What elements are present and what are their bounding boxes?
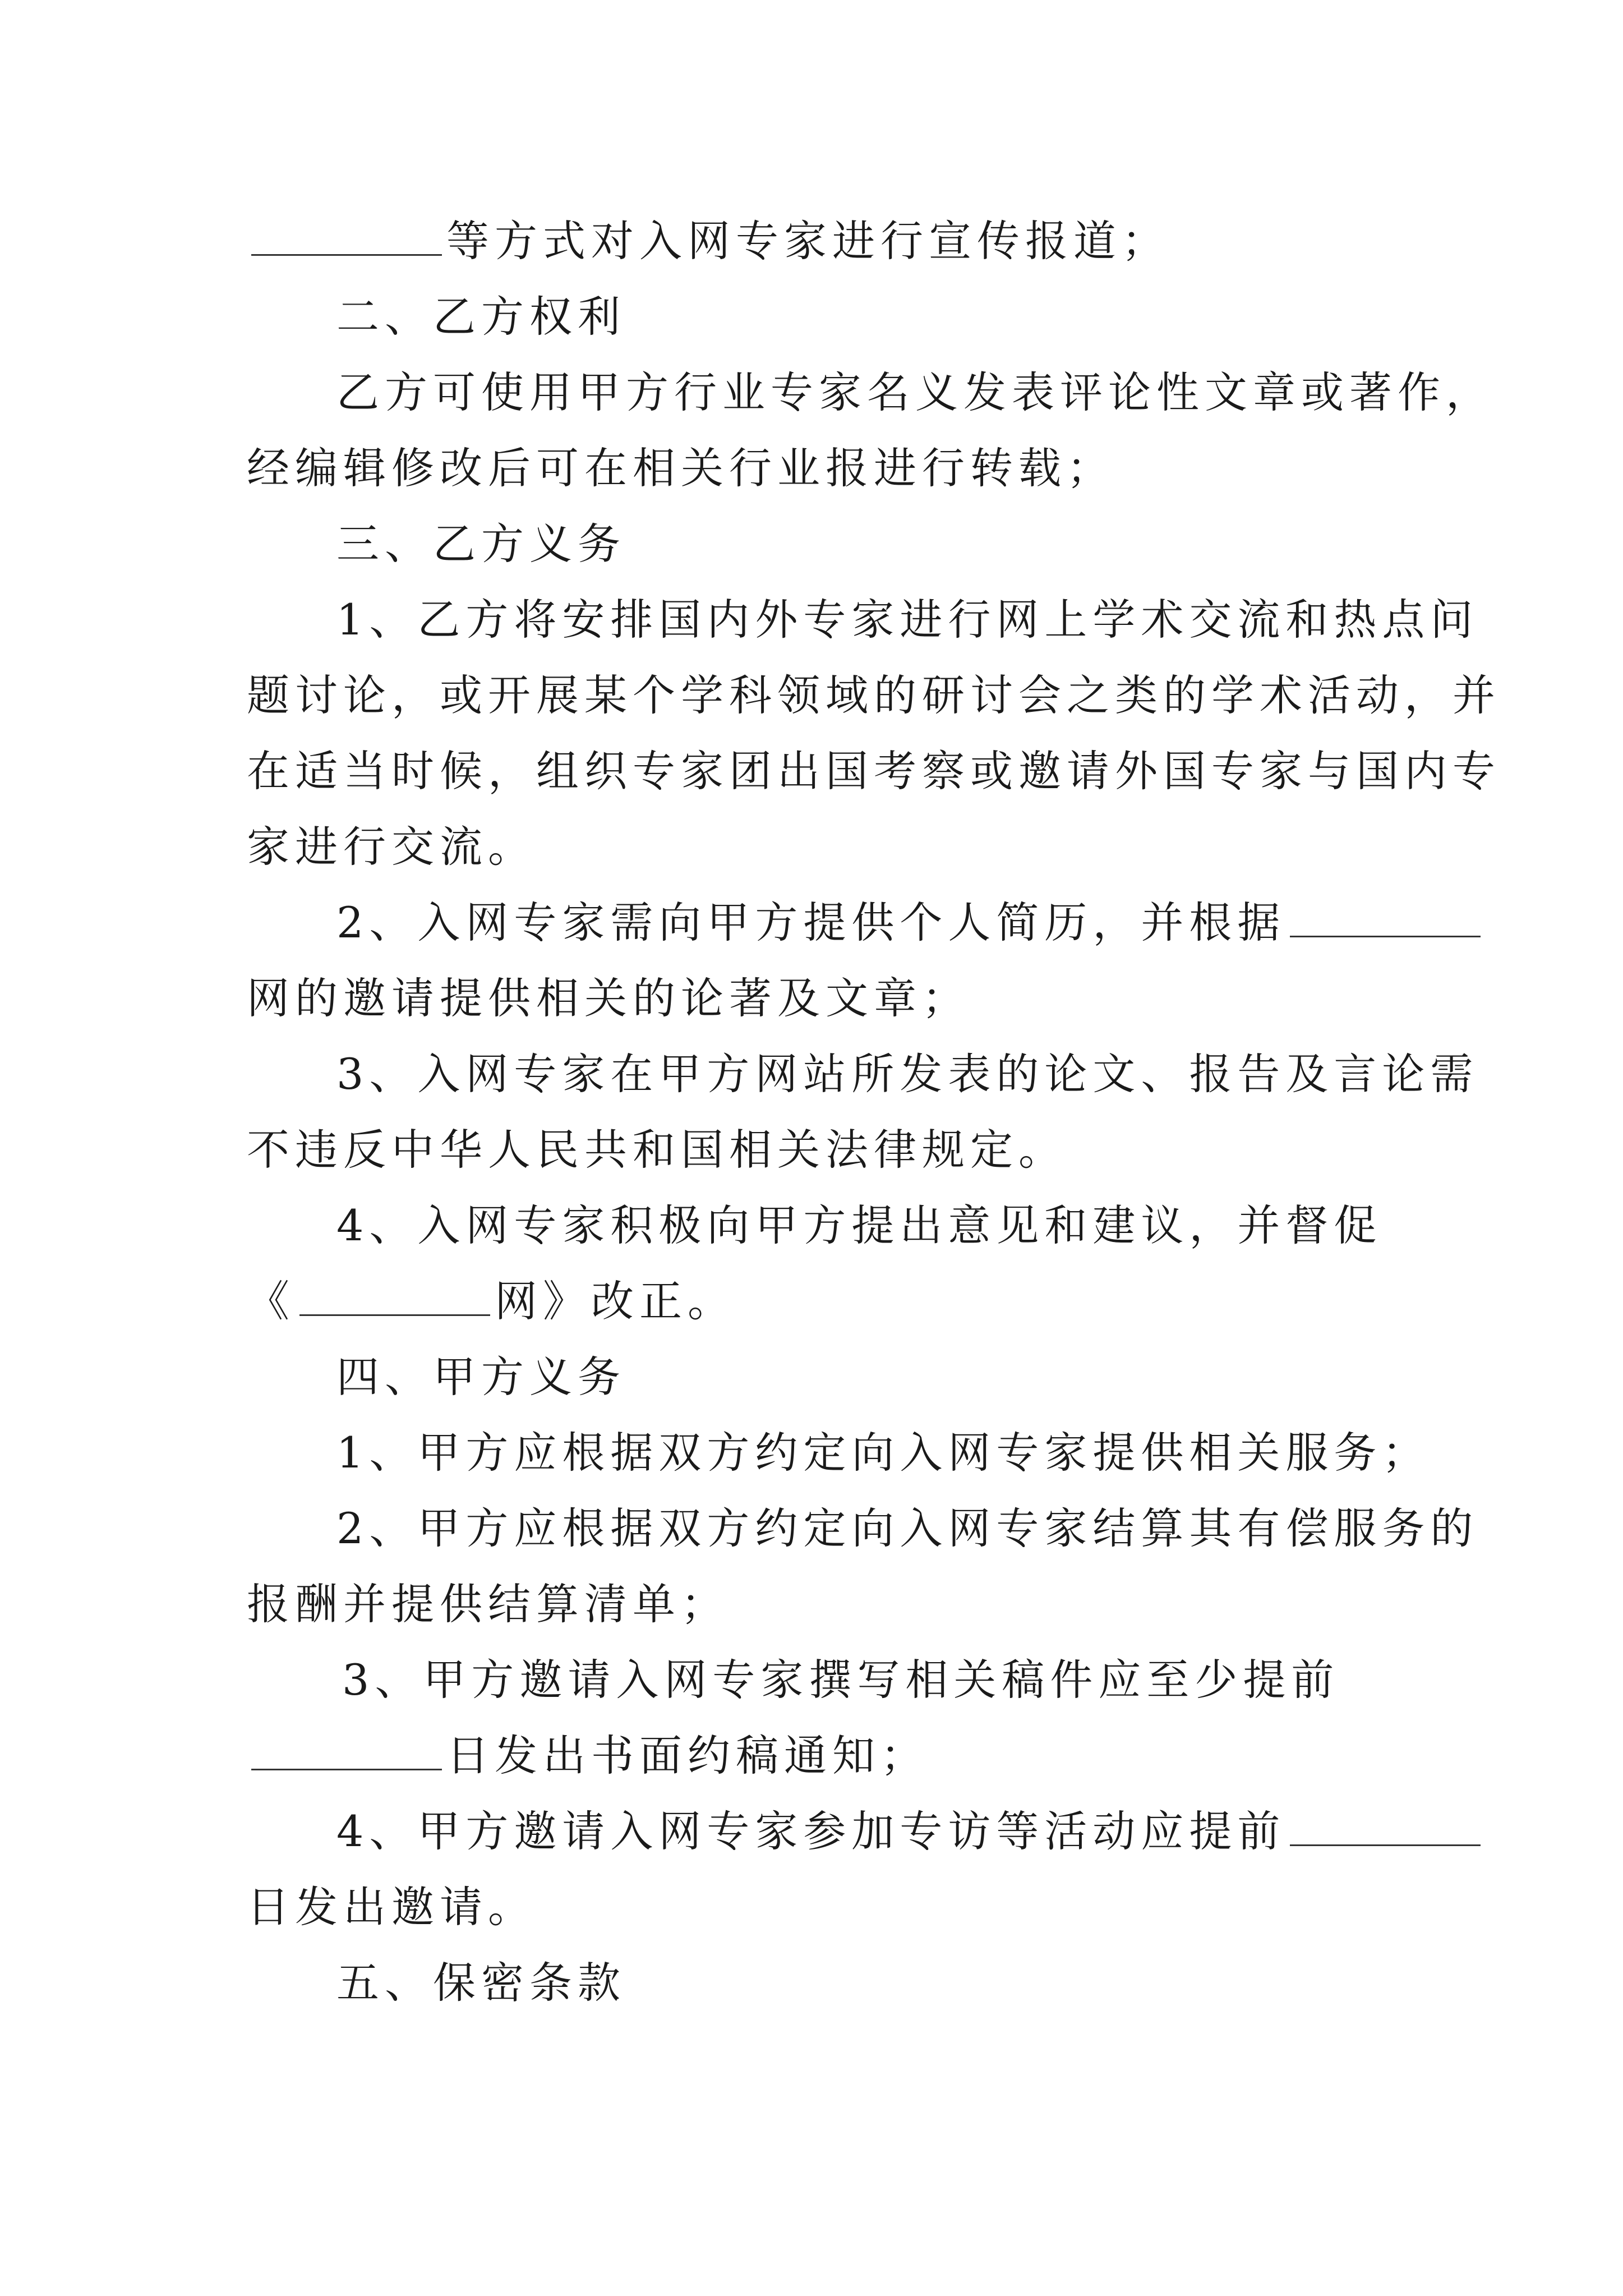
text-line [247, 440, 1115, 496]
fill-blank[interactable] [1290, 1804, 1481, 1846]
section-heading [336, 289, 626, 345]
text-line [247, 970, 970, 1027]
text-span: 1、乙方将安排国内外专家进行网上学术交流和热点问 [336, 595, 1479, 645]
text-span: 4、甲方邀请入网专家参加专访等活动应提前 [336, 1806, 1286, 1856]
text-span: 报酬并提供结算清单； [247, 1579, 729, 1629]
text-line [247, 743, 1501, 799]
text-span: 二、乙方权利 [336, 292, 626, 342]
text-line [336, 1046, 1478, 1102]
text-span: 乙方可使用甲方行业专家名义发表评论性文章或著作， [336, 367, 1494, 417]
text-line [336, 1501, 1478, 1557]
fill-blank[interactable] [299, 1274, 490, 1316]
text-span: 2、甲方应根据双方约定向入网专家结算其有偿服务的 [336, 1503, 1479, 1553]
text-line [247, 668, 1501, 724]
text-line [336, 365, 1494, 421]
text-line [247, 213, 1170, 269]
text-line [336, 895, 1485, 951]
text-span: 4、入网专家积极向甲方提出意见和建议，并督促 [336, 1200, 1382, 1250]
text-span: 《 [247, 1276, 295, 1326]
text-span: 在适当时候，组织专家团出国考察或邀请外国专家与国内专 [247, 746, 1501, 796]
text-span: 四、甲方义务 [336, 1352, 626, 1402]
fill-blank[interactable] [251, 214, 442, 256]
section-heading [336, 1349, 626, 1405]
text-line [336, 1198, 1382, 1254]
text-line [336, 1803, 1485, 1860]
text-span: 3、甲方邀请入网专家撰写相关稿件应至少提前 [342, 1655, 1340, 1705]
text-span: 三、乙方义务 [336, 519, 626, 569]
text-span: 网的邀请提供相关的论著及文章； [247, 973, 970, 1023]
text-line [247, 1122, 1067, 1178]
text-span: 五、保密条款 [336, 1958, 626, 2008]
text-line [247, 1273, 736, 1329]
text-line [247, 1576, 729, 1632]
fill-blank[interactable] [1290, 895, 1481, 937]
text-span: 网》改正。 [495, 1276, 736, 1326]
text-span: 经编辑修改后可在相关行业报进行转载； [247, 443, 1115, 493]
section-heading [336, 516, 626, 572]
text-span: 1、甲方应根据双方约定向入网专家提供相关服务； [336, 1428, 1431, 1478]
text-span: 日发出书面约稿通知； [446, 1731, 929, 1780]
text-line [247, 1728, 929, 1784]
fill-blank[interactable] [251, 1728, 442, 1770]
text-line [247, 1879, 536, 1935]
text-line [342, 1652, 1339, 1708]
text-span: 日发出邀请。 [247, 1882, 536, 1932]
text-span: 2、入网专家需向甲方提供个人简历，并根据 [336, 898, 1286, 947]
text-span: 3、入网专家在甲方网站所发表的论文、报告及言论需 [336, 1049, 1479, 1099]
text-span: 不违反中华人民共和国相关法律规定。 [247, 1125, 1067, 1175]
section-heading [336, 1955, 626, 2011]
text-span: 家进行交流。 [247, 822, 536, 872]
text-line [336, 1425, 1430, 1481]
text-span: 题讨论，或开展某个学科领域的研讨会之类的学术活动，并 [247, 670, 1501, 720]
text-line [247, 819, 536, 875]
text-span: 等方式对入网专家进行宣传报道； [446, 216, 1170, 266]
text-line [336, 592, 1478, 648]
